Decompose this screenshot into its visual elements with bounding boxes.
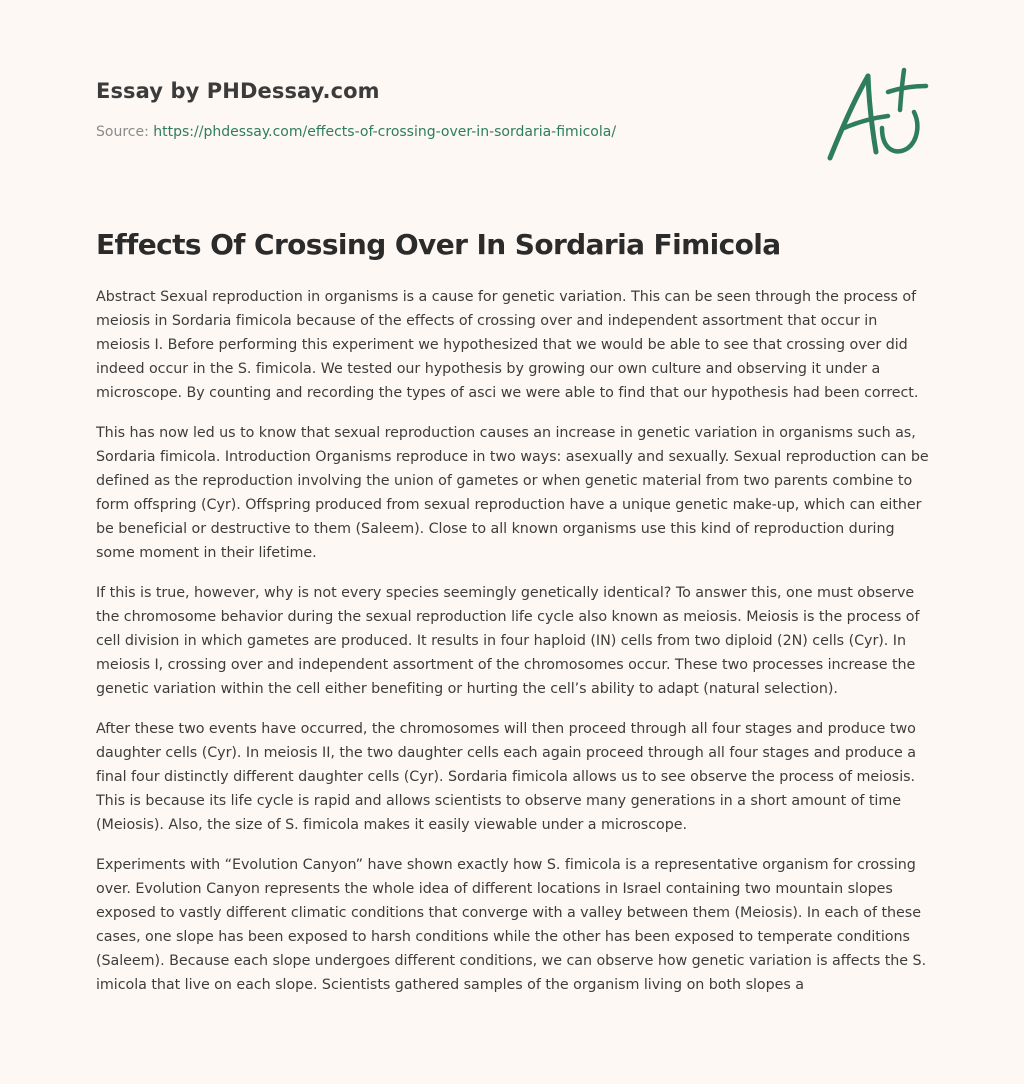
site-brand: Essay by PHDessay.com [96, 79, 380, 103]
paragraph: Experiments with “Evolution Canyon” have shown exactly how S. fimicola is a representative organism for crossing over. Evolution Canyon represents the whole idea of different locations in Israel containing two mountain slopes exposed to vastly different climatic conditions that converge with a valley between them (Meiosis). In each of these cases, one slope has been exposed to harsh conditions while the other has been exposed to temperate conditions (Saleem). Because each slope undergoes different conditions, we can observe how genetic variation is affects the S. imicola that live on each slope. Scientists gathered samples of the organism living on both slopes a [96, 857, 927, 993]
source-label: Source: [96, 124, 154, 140]
source-link[interactable]: https://phdessay.com/effects-of-crossing-over-in-sordaria-fimicola/ [153, 124, 617, 140]
document-body [96, 285, 930, 1013]
paragraph: This has now led us to know that sexual reproduction causes an increase in genetic variation in organisms such as, Sordaria fimicola. Introduction Organisms reproduce in two ways: asexually and sexually. Sexual reproduction can be defined as the reproduction involving the union of gametes or when genetic material from two parents combine to form offspring (Cyr). Offspring produced from sexual reproduction have a unique genetic make-up, which can either be beneficial or destructive to them (Saleem). Close to all known organisms use this kind of reproduction during some moment in their lifetime. [96, 425, 929, 561]
document-title: Effects Of Crossing Over In Sordaria Fimicola [96, 228, 781, 261]
paragraph: If this is true, however, why is not every species seemingly genetically identical? To answer this, one must observe the chromosome behavior during the sexual reproduction life cycle also known as meiosis. Meiosis is the process of cell division in which gametes are produced. It results in four haploid (IN) cells from two diploid (2N) cells (Cyr). In meiosis I, crossing over and independent assortment of the chromosomes occur. These two processes increase the genetic variation within the cell either benefiting or hurting the cell’s ability to adapt (natural selection). [96, 585, 920, 697]
paragraph: Abstract Sexual reproduction in organisms is a cause for genetic variation. This can be seen through the process of meiosis in Sordaria fimicola because of the effects of crossing over and independent assortment that occur in meiosis I. Before performing this experiment we hypothesized that we would be able to see that crossing over did indeed occur in the S. fimicola. We tested our hypothesis by growing our own culture and observing it under a microscope. By counting and recording the types of asci we were able to find that our hypothesis had been correct. [96, 289, 919, 401]
site-header [96, 76, 796, 140]
source-line [96, 122, 616, 142]
paragraph: After these two events have occurred, the chromosomes will then proceed through all four stages and produce two daughter cells (Cyr). In meiosis II, the two daughter cells each again proceed through all four stages and produce a final four distinctly different daughter cells (Cyr). Sordaria fimicola allows us to see observe the process of meiosis. This is because its life cycle is rapid and allows scientists to observe many generations in a short amount of time (Meiosis). Also, the size of S. fimicola makes it easily viewable under a microscope. [96, 721, 916, 833]
a-plus-grade-logo-icon [822, 66, 930, 166]
